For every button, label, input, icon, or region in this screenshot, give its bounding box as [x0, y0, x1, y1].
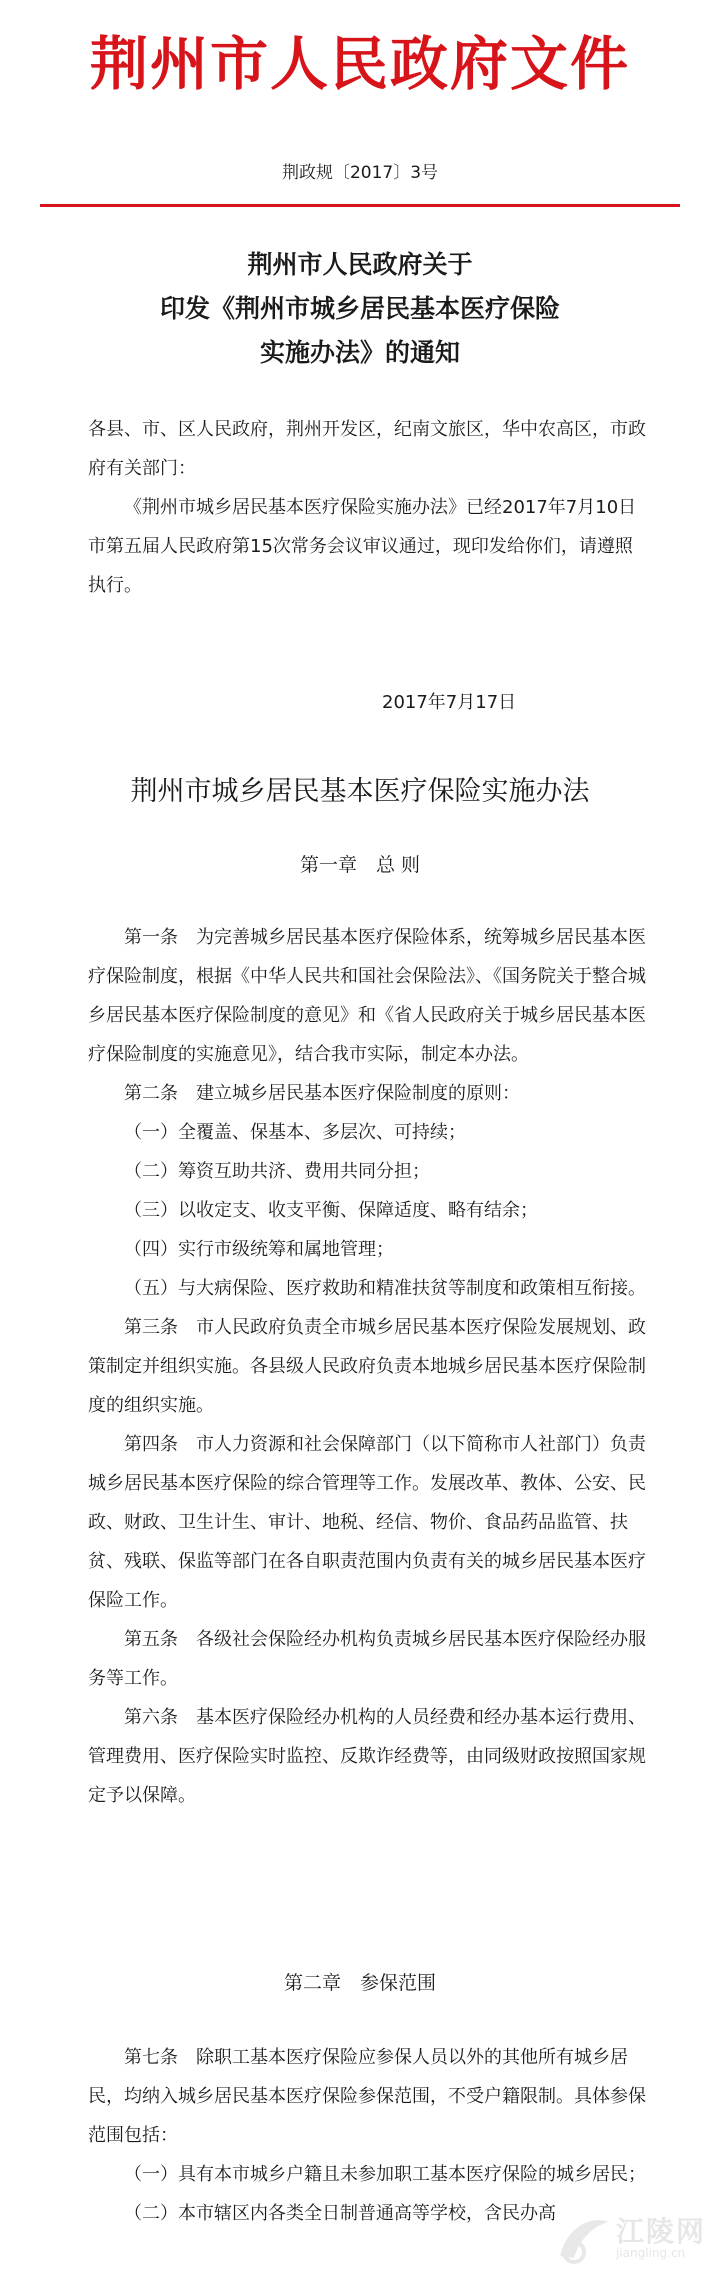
scope-item-1: （一）具有本市城乡户籍且未参加职工基本医疗保险的城乡居民； [124, 2164, 646, 2185]
article-7: 第七条 除职工基本医疗保险应参保人员以外的其他所有城乡居民，均纳入城乡居民基本医疗保险参保范围，不受户籍限制。具体参保范围包括： [88, 2047, 646, 2146]
notice-title-line-3: 实施办法》的通知 [259, 338, 460, 367]
principle-1: （一）全覆盖、保基本、多层次、可持续； [124, 1122, 466, 1143]
notice-date: 2017年7月17日 [382, 692, 517, 713]
recipients: 各县、市、区人民政府，荆州开发区，纪南文旅区，华中农高区，市政府有关部门： [88, 419, 646, 479]
site-watermark [550, 2208, 710, 2270]
principle-5: （五）与大病保险、医疗救助和精准扶贫等制度和政策相互衔接。 [124, 1278, 646, 1299]
principle-4: （四）实行市级统筹和属地管理； [124, 1239, 394, 1260]
watermark-name: 江陵网 [616, 2215, 707, 2248]
regulation-title: 荆州市城乡居民基本医疗保险实施办法 [130, 776, 590, 807]
notice-paragraph: 《荆州市城乡居民基本医疗保险实施办法》已经2017年7月10日市第五届人民政府第15次常务会议审议通过，现印发给你们，请遵照执行。 [88, 497, 637, 596]
watermark-logo-icon [554, 2212, 612, 2266]
chapter-1-heading: 第一章 总 则 [299, 854, 421, 876]
article-5: 第五条 各级社会保险经办机构负责城乡居民基本医疗保险经办服务等工作。 [88, 1629, 646, 1689]
chapter-2-heading: 第二章 参保范围 [283, 1972, 436, 1994]
watermark-url: jiangling.cn [616, 2246, 686, 2260]
article-2: 第二条 建立城乡居民基本医疗保险制度的原则： [124, 1083, 520, 1104]
notice-title-line-1: 荆州市人民政府关于 [247, 250, 473, 279]
document-masthead: 荆州市人民政府文件 [89, 30, 630, 98]
chapter-2-body [88, 2038, 648, 2233]
article-1: 第一条 为完善城乡居民基本医疗保险体系，统筹城乡居民基本医疗保险制度，根据《中华人民共和国社会保险法》、《国务院关于整合城乡居民基本医疗保险制度的意见》和《省人民政府关于城乡居民基本医疗保险制度的实施意见》，结合我市实际，制定本办法。 [88, 927, 646, 1065]
chapter-1-body [88, 918, 648, 1815]
document-number: 荆政规〔2017〕3号 [281, 163, 439, 183]
principle-2: （二）筹资互助共济、费用共同分担； [124, 1161, 430, 1182]
scope-item-2: （二）本市辖区内各类全日制普通高等学校，含民办高 [124, 2203, 556, 2224]
article-4: 第四条 市人力资源和社会保障部门（以下简称市人社部门）负责城乡居民基本医疗保险的综合管理等工作。发展改革、教体、公安、民政、财政、卫生计生、审计、地税、经信、物价、食品药品监管、扶贫、残联、保监等部门在各自职责范围内负责有关的城乡居民基本医疗保险工作。 [88, 1434, 646, 1611]
article-3: 第三条 市人民政府负责全市城乡居民基本医疗保险发展规划、政策制定并组织实施。各县级人民政府负责本地城乡居民基本医疗保险制度的组织实施。 [88, 1317, 646, 1416]
notice-body [88, 410, 648, 605]
principle-3: （三）以收定支、收支平衡、保障适度、略有结余； [124, 1200, 538, 1221]
notice-title-line-2: 印发《荆州市城乡居民基本医疗保险 [159, 294, 560, 323]
article-6: 第六条 基本医疗保险经办机构的人员经费和经办基本运行费用、管理费用、医疗保险实时监控、反欺诈经费等，由同级财政按照国家规定予以保障。 [88, 1707, 646, 1806]
red-divider-line [40, 204, 680, 207]
